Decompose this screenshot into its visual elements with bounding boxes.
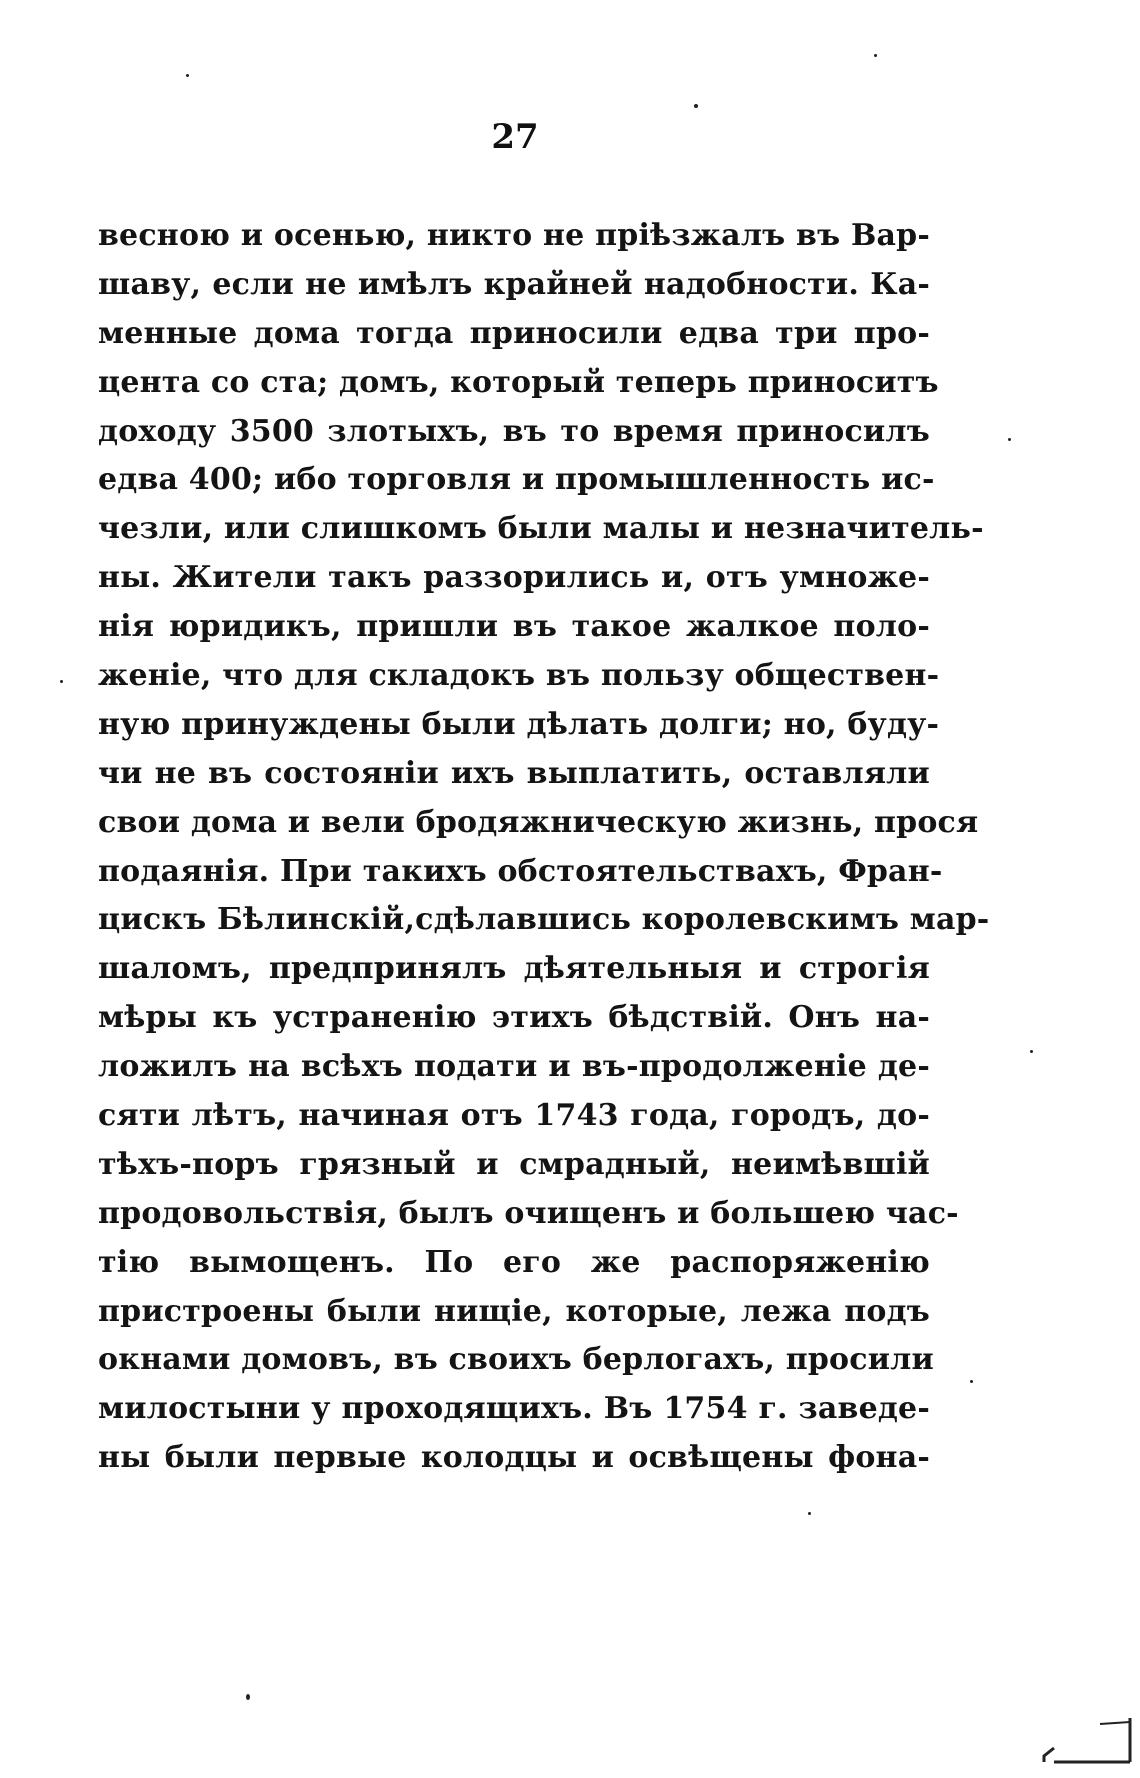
text-line: ны были первые колодцы и освѣщены фона- <box>98 1440 930 1476</box>
text-line: свои дома и вели бродяжническую жизнь, прося <box>98 804 979 840</box>
text-line: едва 400; ибо торговля и промышленность ис- <box>98 462 935 498</box>
scan-speck <box>874 54 877 57</box>
text-line: подаянiя. При такихъ обстоятельствахъ, Фран- <box>98 853 943 889</box>
text-line: цискъ Бѣлинскiй,сдѣлавшись королевскимъ мар- <box>98 902 990 938</box>
text-line: ложилъ на всѣхъ подати и въ-продолженiе де- <box>98 1049 930 1085</box>
text-line: чи не въ состоянiи ихъ выплатить, оставляли <box>98 755 930 791</box>
text-line: милостыни у проходящихъ. Въ 1754 г. заведе- <box>98 1391 930 1427</box>
text-line: цента со ста; домъ, который теперь приноситъ <box>98 364 939 400</box>
text-line: шаломъ, предпринялъ дѣятельныя и строгiя <box>98 951 930 987</box>
text-line: тiю вымощенъ. По его же распоряженiю <box>98 1244 930 1280</box>
text-line: чезли, или слишкомъ были малы и незначитель- <box>98 511 984 547</box>
body-text <box>98 212 990 1483</box>
text-line: окнами домовъ, въ своихъ берлогахъ, просили <box>98 1342 934 1378</box>
text-line: шаву, если не имѣлъ крайней надобности. Ка- <box>98 266 930 302</box>
text-line: ны. Жители такъ раззорились и, отъ умноже- <box>98 560 930 596</box>
text-line: женiе, что для складокъ въ пользу обществен- <box>98 658 940 694</box>
scan-speck <box>970 1380 973 1383</box>
text-line: сяти лѣтъ, начиная отъ 1743 года, городъ, до- <box>98 1098 930 1134</box>
scan-speck <box>1030 1050 1033 1053</box>
text-line: доходу 3500 злотыхъ, въ то время приносилъ <box>98 413 930 449</box>
scan-speck <box>246 1694 250 1700</box>
text-line: мѣры къ устраненiю этихъ бѣдствiй. Онъ на- <box>98 1000 930 1036</box>
text-line: пристроены были нищiе, которые, лежа подъ <box>98 1293 930 1329</box>
text-line: менные дома тогда приносили едва три про- <box>98 315 930 351</box>
page-number: 27 <box>491 117 539 157</box>
text-line: весною и осенью, никто не прiѣзжалъ въ Вар- <box>98 218 930 253</box>
text-line: продовольствiя, былъ очищенъ и большею час- <box>98 1195 959 1231</box>
scan-speck <box>694 104 698 108</box>
scan-corner-mark <box>1040 1710 1132 1768</box>
scan-speck <box>60 680 63 683</box>
text-line: ную принуждены были дѣлать долги; но, буду- <box>98 706 940 742</box>
text-line: тѣхъ-поръ грязный и смрадный, неимѣвшiй <box>98 1146 930 1182</box>
text-line: нiя юридикъ, пришли въ такое жалкое поло- <box>98 609 930 645</box>
scan-speck <box>186 74 189 77</box>
scan-speck <box>1008 438 1011 441</box>
scan-speck <box>808 1512 811 1515</box>
